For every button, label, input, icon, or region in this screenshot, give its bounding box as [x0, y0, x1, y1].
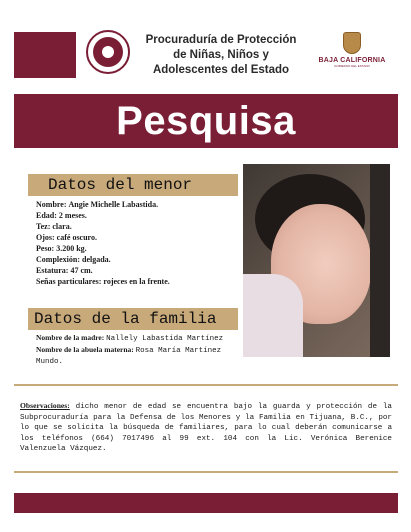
bc-logo-subtext: GOBIERNO DEL ESTADO	[334, 64, 370, 68]
detail-row: Nombre de la madre: Nallely Labastida Martínez	[36, 333, 224, 343]
detail-row: Señas particulares: rojeces en la frente.	[36, 277, 170, 286]
observaciones-label: Observaciones:	[20, 401, 70, 410]
bc-logo-text: BAJA CALIFORNIA	[318, 57, 386, 64]
agency-line-2: de Niñas, Niños y	[173, 49, 269, 61]
detail-row: Edad: 2 meses.	[36, 211, 87, 220]
agency-line-3: Adolescentes del Estado	[152, 64, 290, 76]
divider	[14, 384, 398, 386]
detail-row: Nombre de la abuela materna: Rosa María Martínez Mundo.	[36, 344, 222, 366]
detail-row: Nombre: Angie Michelle Labastida.	[36, 200, 159, 209]
detail-row: Estatura: 47 cm.	[36, 266, 93, 275]
header-color-block	[14, 32, 76, 78]
divider	[14, 471, 398, 473]
agency-name	[136, 33, 306, 78]
dif-logo	[86, 30, 130, 74]
familia-details	[36, 333, 241, 368]
page-title: Pesquisa	[116, 98, 296, 143]
observaciones	[20, 401, 392, 455]
baja-california-logo	[318, 32, 386, 76]
menor-details	[36, 199, 241, 287]
detail-row: Peso: 3.200 kg.	[36, 244, 87, 253]
baby-photo	[243, 164, 390, 357]
agency-line-1: Procuraduría de Protección	[145, 34, 297, 46]
observaciones-text: dicho menor de edad se encuentra bajo la guarda y protección de la Subprocuraduría para la Defensa de los Menores y la Familia en Tijuana, B.C., por lo que se solicita la búsqueda de familiares, para lo cual deberán comunicarse a los teléfonos (664) 7017496 al 99 ext. 104 con la Lic. Verónica Berenice Valenzuela Vázquez.	[20, 403, 392, 454]
coat-of-arms-icon	[343, 32, 361, 54]
detail-row: Ojos: café oscuro.	[36, 233, 97, 242]
title-bar	[14, 94, 398, 148]
datos-familia-heading: Datos de la familia	[28, 308, 238, 330]
detail-row: Tez: clara.	[36, 222, 72, 231]
detail-row: Complexión: delgada.	[36, 255, 111, 264]
datos-menor-heading: Datos del menor	[28, 174, 238, 196]
footer-bar	[14, 493, 398, 513]
